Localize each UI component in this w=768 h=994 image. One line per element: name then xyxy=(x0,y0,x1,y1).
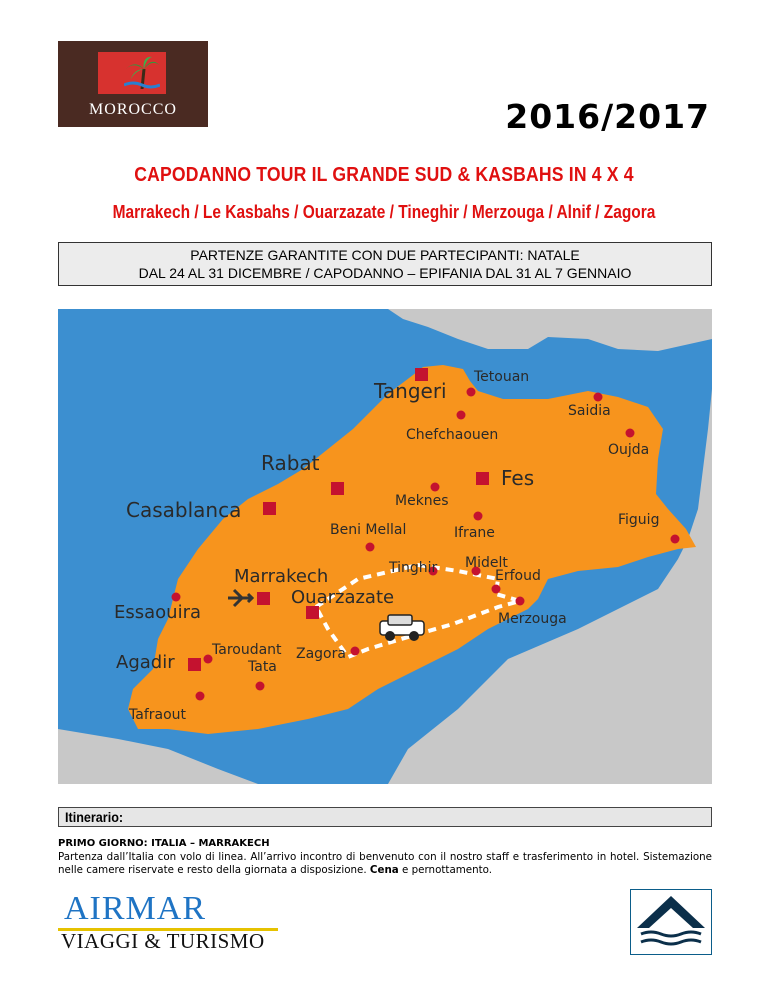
label-essaouira: Essaouira xyxy=(114,602,202,623)
marker-fes xyxy=(476,472,489,485)
tour-title: CAPODANNO TOUR IL GRANDE SUD & KASBAHS IN 4 X 4 xyxy=(134,164,634,186)
marker-marrakech xyxy=(257,592,270,605)
label-casablanca: Casablanca xyxy=(126,498,242,522)
day1-text-after: e pernottamento. xyxy=(398,864,493,876)
marker-ifrane xyxy=(474,512,483,521)
mountain-wave-icon xyxy=(631,890,711,954)
label-ouarzazate: Ouarzazate xyxy=(291,587,395,608)
marker-essaouira xyxy=(172,593,181,602)
marker-tafraout xyxy=(196,692,205,701)
label-merzouga: Merzouga xyxy=(498,611,567,627)
marker-agadir xyxy=(188,658,201,671)
agency-badge xyxy=(630,889,712,955)
season-year: 2016/2017 xyxy=(505,97,710,136)
itinerary-heading-text: Itinerario: xyxy=(65,809,124,825)
marker-tata xyxy=(256,682,265,691)
airmar-logo xyxy=(58,892,282,954)
marker-beni-mellal xyxy=(366,543,375,552)
day1-text-bold: Cena xyxy=(369,864,399,876)
label-tetouan: Tetouan xyxy=(474,369,530,385)
airmar-brand-bottom: VIAGGI & TURISMO xyxy=(61,929,265,953)
label-chefchaouen: Chefchaouen xyxy=(406,427,499,443)
marker-figuig xyxy=(671,535,680,544)
marker-meknes xyxy=(431,483,440,492)
label-rabat: Rabat xyxy=(261,451,320,475)
palm-tree-icon xyxy=(124,55,160,89)
marker-rabat xyxy=(331,482,344,495)
day1-text-before: Partenza dall’Italia con volo di linea. All’arrivo incontro di benvenuto con il nostro staff e trasferimento in hotel. Sistemazione nelle camere riservate e resto della giornata a disposizione. xyxy=(58,851,712,876)
label-tata: Tata xyxy=(248,659,277,675)
label-tinghir: Tinghir xyxy=(389,560,438,576)
morocco-map xyxy=(58,309,712,784)
label-meknes: Meknes xyxy=(395,493,449,509)
label-ifrane: Ifrane xyxy=(454,525,495,541)
marker-saidia xyxy=(594,393,603,402)
label-zagora: Zagora xyxy=(296,646,346,662)
label-figuig: Figuig xyxy=(618,512,660,528)
label-agadir: Agadir xyxy=(116,652,175,673)
dates-line-2: DAL 24 AL 31 DICEMBRE / CAPODANNO – EPIFANIA DAL 31 AL 7 GENNAIO xyxy=(138,265,632,281)
departure-dates-box xyxy=(58,242,712,286)
day1-description xyxy=(58,851,712,877)
marker-tetouan xyxy=(467,388,476,397)
itinerary-heading xyxy=(58,807,712,827)
label-fes: Fes xyxy=(501,466,535,490)
marker-zagora xyxy=(351,647,360,656)
label-beni-mellal: Beni Mellal xyxy=(330,522,407,538)
marker-erfoud xyxy=(492,585,501,594)
label-saidia: Saidia xyxy=(568,403,611,419)
label-taroudant: Taroudant xyxy=(212,642,282,658)
marker-chefchaouen xyxy=(457,411,466,420)
tour-cities: Marrakech / Le Kasbahs / Ouarzazate / Tineghir / Merzouga / Alnif / Zagora xyxy=(112,202,656,222)
day1-title: PRIMO GIORNO: ITALIA – MARRAKECH xyxy=(58,838,270,849)
marker-oujda xyxy=(626,429,635,438)
marker-merzouga xyxy=(516,597,525,606)
dates-line-1: PARTENZE GARANTITE CON DUE PARTECIPANTI: NATALE xyxy=(190,247,580,263)
airmar-brand-top: AIRMAR xyxy=(64,890,207,927)
label-midelt: Midelt xyxy=(465,555,508,571)
label-tangeri: Tangeri xyxy=(374,379,447,403)
label-tafraout: Tafraout xyxy=(129,707,187,723)
marker-casablanca xyxy=(263,502,276,515)
morocco-logo xyxy=(58,41,208,127)
label-oujda: Oujda xyxy=(608,442,650,458)
label-erfoud: Erfoud xyxy=(495,568,541,584)
label-marrakech: Marrakech xyxy=(234,566,329,587)
logo-text: MOROCCO xyxy=(89,101,177,118)
